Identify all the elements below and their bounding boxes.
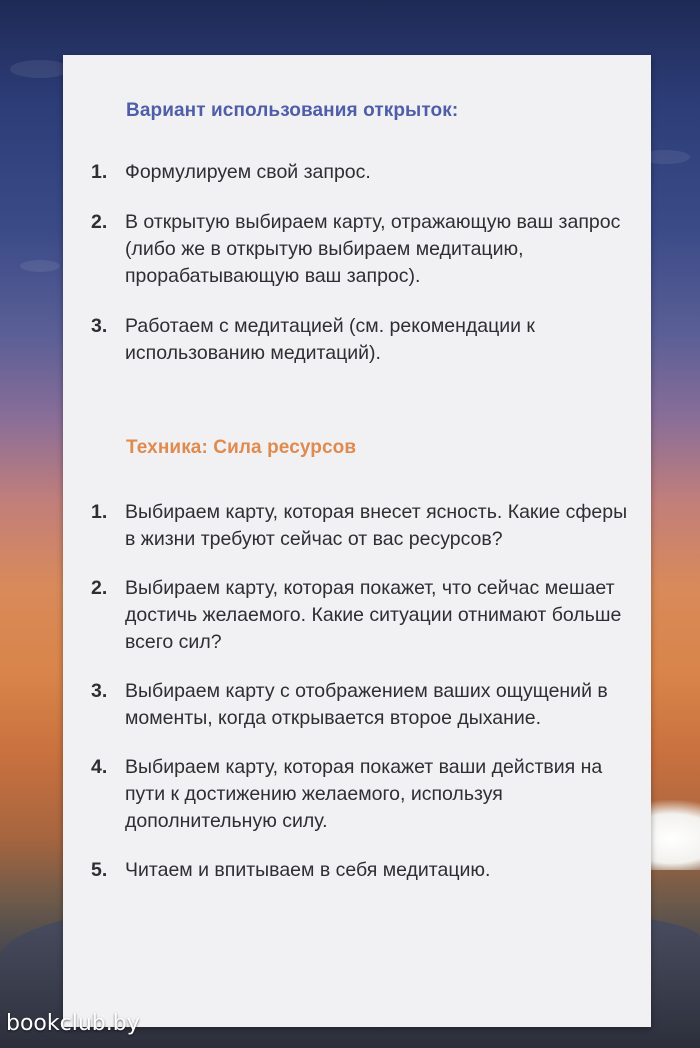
list-item [91,209,639,290]
item-number: 5. [91,859,108,881]
sky-brushstroke [10,60,70,78]
section-heading-usage: Вариант использования открыток: [126,100,459,121]
section-heading-technique: Техника: Сила ресурсов [126,437,357,458]
item-text: Работаем с медитацией (см. рекомендации к использованию медитаций). [125,315,535,364]
item-number: 2. [91,211,108,233]
list-item [91,754,639,835]
item-number: 1. [91,501,108,523]
item-number: 3. [91,315,108,337]
list-item [91,575,639,656]
item-text: Выбираем карту с отображением ваших ощущений в моменты, когда открывается второе дыхание. [125,680,608,729]
watermark: bookclub.by [6,1011,140,1036]
item-number: 3. [91,680,108,702]
sky-brushstroke [20,260,60,272]
item-text: Выбираем карту, которая покажет, что сейчас мешает достичь желаемого. Какие ситуации отнимают больше всего сил? [125,577,622,653]
usage-steps-list [91,159,639,390]
item-text: Читаем и впитываем в себя медитацию. [125,859,491,881]
list-item [91,499,639,553]
list-item [91,159,639,186]
list-item [91,313,639,367]
item-text: Выбираем карту, которая покажет ваши действия на пути к достижению желаемого, используя дополнительную силу. [125,756,603,832]
instruction-card [63,55,651,1027]
item-text: Формулируем свой запрос. [125,161,371,183]
list-item [91,857,639,884]
list-item [91,678,639,732]
item-text: Выбираем карту, которая внесет ясность. Какие сферы в жизни требуют сейчас от вас ресурсов? [125,501,628,550]
item-text: В открытую выбираем карту, отражающую ваш запрос (либо же в открытую выбираем медитацию, прорабатывающую ваш запрос). [125,211,621,287]
item-number: 2. [91,577,108,599]
technique-steps-list [91,499,639,906]
item-number: 1. [91,161,108,183]
item-number: 4. [91,756,108,778]
